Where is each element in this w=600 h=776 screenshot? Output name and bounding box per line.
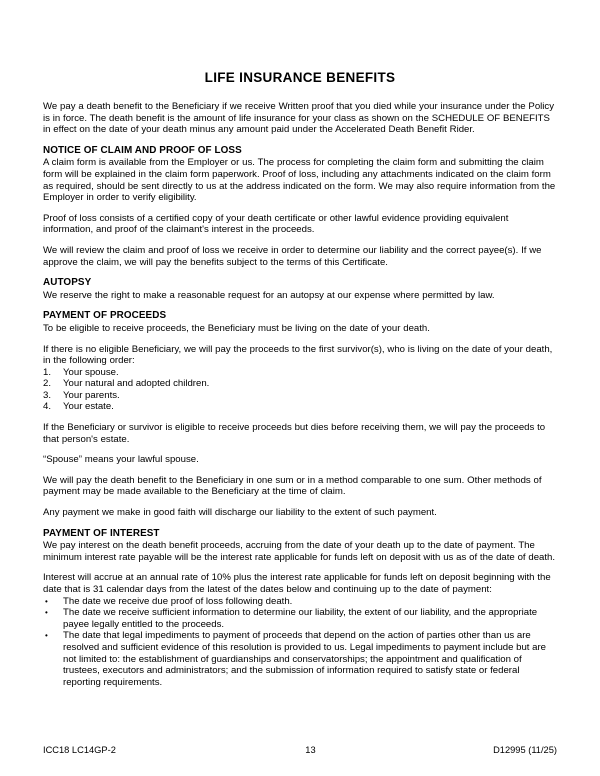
autopsy-paragraph-1: We reserve the right to make a reasonable request for an autopsy at our expense where permitted by law. <box>43 289 495 301</box>
list-item-marker: 4. <box>43 401 52 413</box>
list-item <box>43 607 557 630</box>
section-heading-autopsy: AUTOPSY <box>43 277 92 289</box>
payment-of-proceeds-paragraph-2: If there is no eligible Beneficiary, we will pay the proceeds to the first survivor(s), who is living on the date of your death, in the following order: <box>43 343 553 367</box>
payment-of-proceeds-paragraph-5: We will pay the death benefit to the Beneficiary in one sum or in a method comparable to one sum. Other methods of payment may be made available to the Beneficiary at the time of claim. <box>43 474 542 498</box>
page-title: LIFE INSURANCE BENEFITS <box>204 70 396 85</box>
notice-of-claim-paragraph-1: A claim form is available from the Employer or us. The process for completing the claim form and submitting the claim form will be explained in the claim form paperwork. Proof of loss, including any attachments indicated on the claim form as required, should be sent directly to us at the address indicated on the form. We may also require information from the Employer in order to verify eligibility. <box>43 157 556 204</box>
footer-page-number: 13 <box>305 745 316 755</box>
list-item-marker: 2. <box>43 378 52 390</box>
list-item-label: The date we receive due proof of loss following death. <box>63 595 293 607</box>
bullet-icon: • <box>45 631 48 641</box>
list-item-marker: 3. <box>43 389 52 401</box>
footer-document-code: D12995 (11/25) <box>493 745 557 755</box>
notice-of-claim-paragraph-2: Proof of loss consists of a certified copy of your death certificate or other lawful evidence providing equivalent information, and proof of the claimant's interest in the proceeds. <box>43 212 509 236</box>
list-item <box>43 401 557 413</box>
list-item <box>43 390 557 402</box>
section-heading-payment-of-interest: PAYMENT OF INTEREST <box>43 527 160 539</box>
list-item-label: The date that legal impediments to payment of proceeds that depend on the action of parties other than us are resolved and sufficient evidence of this resolution is provided to us. Legal impediments to payment include but are not limited to: the establishment of guardianships and conservatorships; the appointment and qualification of trustees, executors and administrators; and the submission of information required to satisfy state or federal reporting requirements. <box>63 630 546 688</box>
survivor-order-list <box>43 367 557 413</box>
bullet-icon: • <box>45 608 48 618</box>
list-item <box>43 596 557 608</box>
payment-of-proceeds-paragraph-4: “Spouse” means your lawful spouse. <box>43 454 199 466</box>
accrual-dates-list <box>43 596 557 689</box>
bullet-icon: • <box>45 596 48 606</box>
footer-form-number: ICC18 LC14GP-2 <box>43 745 116 755</box>
payment-of-proceeds-paragraph-3: If the Beneficiary or survivor is eligible to receive proceeds but dies before receiving them, we will pay the proceeds to that person's estate. <box>43 422 546 445</box>
list-item-marker: 1. <box>43 366 52 378</box>
page-footer <box>43 744 557 756</box>
payment-of-interest-paragraph-1: We pay interest on the death benefit proceeds, accruing from the date of your death up to the date of payment. The minimum interest rate payable will be the interest rate applicable for funds left on deposit with us as of the date of death. <box>43 540 556 563</box>
list-item-label: Your parents. <box>63 389 120 401</box>
payment-of-proceeds-paragraph-1: To be eligible to receive proceeds, the Beneficiary must be living on the date of your death. <box>43 322 430 334</box>
section-heading-payment-of-proceeds: PAYMENT OF PROCEEDS <box>43 310 167 322</box>
list-item <box>43 367 557 379</box>
list-item-label: Your estate. <box>63 401 114 413</box>
list-item-label: Your natural and adopted children. <box>63 378 210 390</box>
payment-of-interest-paragraph-2: Interest will accrue at an annual rate of 10% plus the interest rate applicable for funds left on deposit beginning with the date that is 31 calendar days from the latest of the dates below and continuing up to the date of payment: <box>43 572 551 595</box>
payment-of-proceeds-paragraph-6: Any payment we make in good faith will discharge our liability to the extent of such payment. <box>43 507 437 519</box>
list-item <box>43 630 557 688</box>
section-heading-notice-of-claim: NOTICE OF CLAIM AND PROOF OF LOSS <box>43 144 242 156</box>
intro-paragraph: We pay a death benefit to the Beneficiary if we receive Written proof that you died while your insurance under the Policy is in force. The death benefit is the amount of life insurance for your class as shown on the SCHEDULE OF BENEFITS in effect on the date of your death minus any amount paid under the Accelerated Death Benefit Rider. <box>43 101 555 136</box>
list-item <box>43 378 557 390</box>
notice-of-claim-paragraph-3: We will review the claim and proof of loss we receive in order to determine our liability and the correct payee(s). If we approve the claim, we will pay the benefits subject to the terms of this Certificate. <box>43 244 542 268</box>
list-item-label: The date we receive sufficient information to determine our liability, the extent of our liability, and the appropriate payee legally entitled to the proceeds. <box>63 607 538 630</box>
list-item-label: Your spouse. <box>63 366 119 378</box>
document-body <box>43 70 557 688</box>
